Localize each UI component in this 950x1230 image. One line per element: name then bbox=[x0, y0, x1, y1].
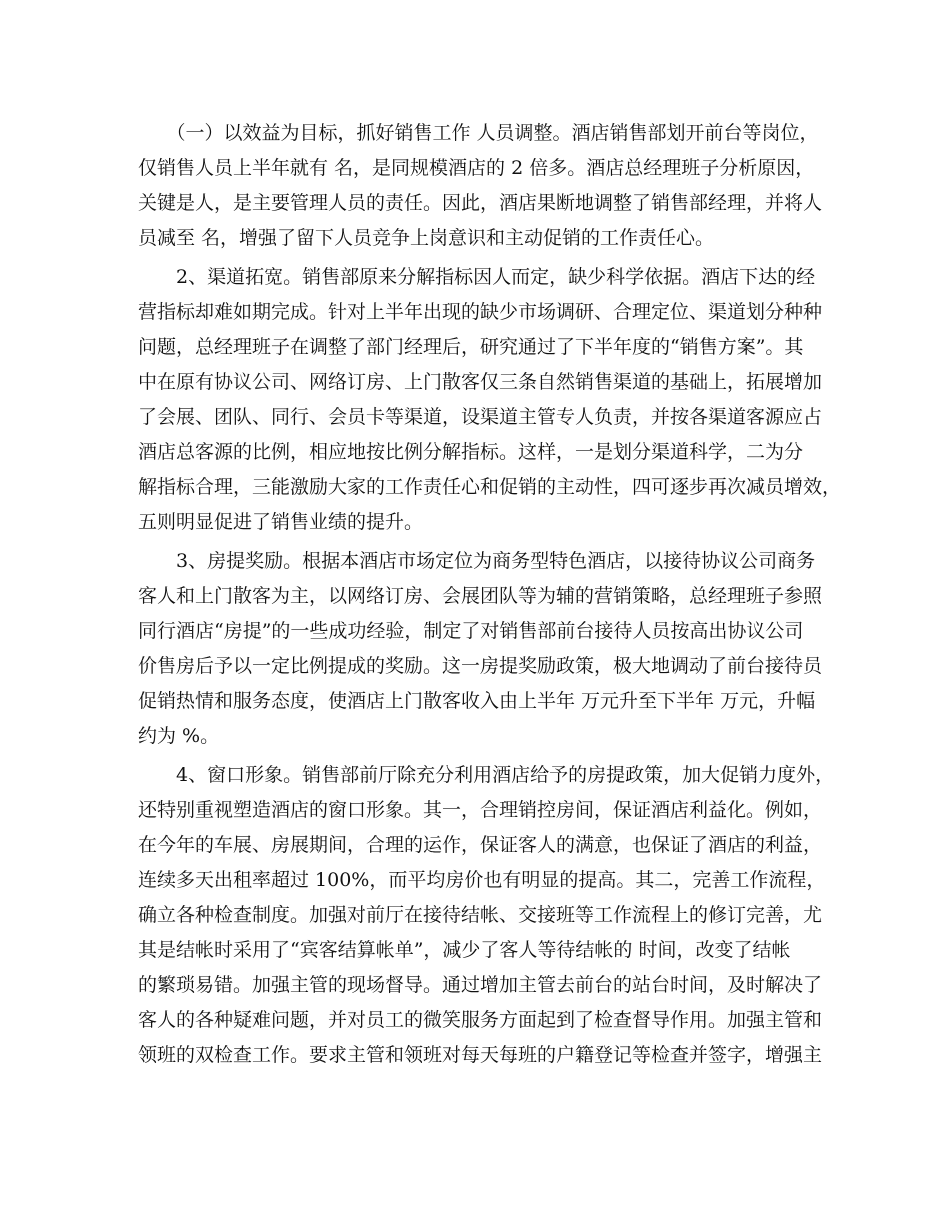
document-body bbox=[138, 116, 842, 1073]
text-line: 问题，总经理班子在调整了部门经理后，研究通过了下半年度的“销售方案”。其 bbox=[138, 336, 804, 358]
paragraph bbox=[138, 260, 842, 540]
text-line: 客人和上门散客为主，以网络订房、会展团队等为辅的营销策略，总经理班子参照 bbox=[138, 585, 823, 607]
text-line: 还特别重视塑造酒店的窗口形象。其一，合理销控房间，保证酒店利益化。例如， bbox=[138, 799, 823, 821]
paragraph bbox=[138, 758, 835, 1073]
text-line: 促销热情和服务态度，使酒店上门散客收入由上半年 万元升至下半年 万元，升幅 bbox=[138, 690, 816, 712]
paragraph bbox=[138, 544, 828, 754]
paragraph bbox=[138, 116, 828, 256]
text-line: 4、窗口形象。销售部前厅除充分利用酒店给予的房提政策，加大促销力度外， bbox=[138, 764, 835, 786]
text-line: 3、房提奖励。根据本酒店市场定位为商务型特色酒店，以接待协议公司商务 bbox=[138, 550, 816, 572]
text-line: 2、渠道拓宽。销售部原来分解指标因人而定，缺少科学依据。酒店下达的经 bbox=[138, 266, 816, 288]
text-line: 的繁琐易错。加强主管的现场督导。通过增加主管去前台的站台时间，及时解决了 bbox=[138, 974, 823, 996]
text-line: 员减至 名，增强了留下人员竞争上岗意识和主动促销的工作责任心。 bbox=[138, 227, 715, 249]
text-line: 五则明显促进了销售业绩的提升。 bbox=[138, 511, 424, 533]
text-line: 在今年的车展、房展期间，合理的运作，保证客人的满意，也保证了酒店的利益， bbox=[138, 834, 823, 856]
text-line: 同行酒店“房提”的一些成功经验，制定了对销售部前台接待人员按高出协议公司 bbox=[138, 620, 804, 642]
text-line: 了会展、团队、同行、会员卡等渠道，设渠道主管专人负责，并按各渠道客源应占 bbox=[138, 406, 823, 428]
text-line: 连续多天出租率超过 100%，而平均房价也有明显的提高。其二，完善工作流程， bbox=[138, 869, 826, 891]
text-line: 其是结帐时采用了“宾客结算帐单”，减少了客人等待结帐的 时间，改变了结帐 bbox=[138, 939, 791, 961]
text-line: 中在原有协议公司、网络订房、上门散客仅三条自然销售渠道的基础上，拓展增加 bbox=[138, 371, 823, 393]
text-line: 领班的双检查工作。要求主管和领班对每天每班的户籍登记等检查并签字，增强主 bbox=[138, 1044, 823, 1066]
text-line: 价售房后予以一定比例提成的奖励。这一房提奖励政策，极大地调动了前台接待员 bbox=[138, 655, 823, 677]
text-line: 关键是人，是主要管理人员的责任。因此，酒店果断地调整了销售部经理，并将人 bbox=[138, 192, 823, 214]
text-line: 约为 %。 bbox=[138, 725, 220, 747]
text-line: （一）以效益为目标，抓好销售工作 人员调整。酒店销售部划开前台等岗位， bbox=[138, 122, 819, 144]
text-line: 解指标合理，三能激励大家的工作责任心和促销的主动性，四可逐步再次减员增效， bbox=[138, 476, 842, 498]
text-line: 营指标却难如期完成。针对上半年出现的缺少市场调研、合理定位、渠道划分种种 bbox=[138, 301, 823, 323]
text-line: 仅销售人员上半年就有 名，是同规模酒店的 2 倍多。酒店总经理班子分析原因， bbox=[138, 157, 815, 179]
text-line: 酒店总客源的比例，相应地按比例分解指标。这样，一是划分渠道科学，二为分 bbox=[138, 441, 804, 463]
text-line: 确立各种检查制度。加强对前厅在接待结帐、交接班等工作流程上的修订完善，尤 bbox=[138, 904, 823, 926]
text-line: 客人的各种疑难问题，并对员工的微笑服务方面起到了检查督导作用。加强主管和 bbox=[138, 1009, 823, 1031]
